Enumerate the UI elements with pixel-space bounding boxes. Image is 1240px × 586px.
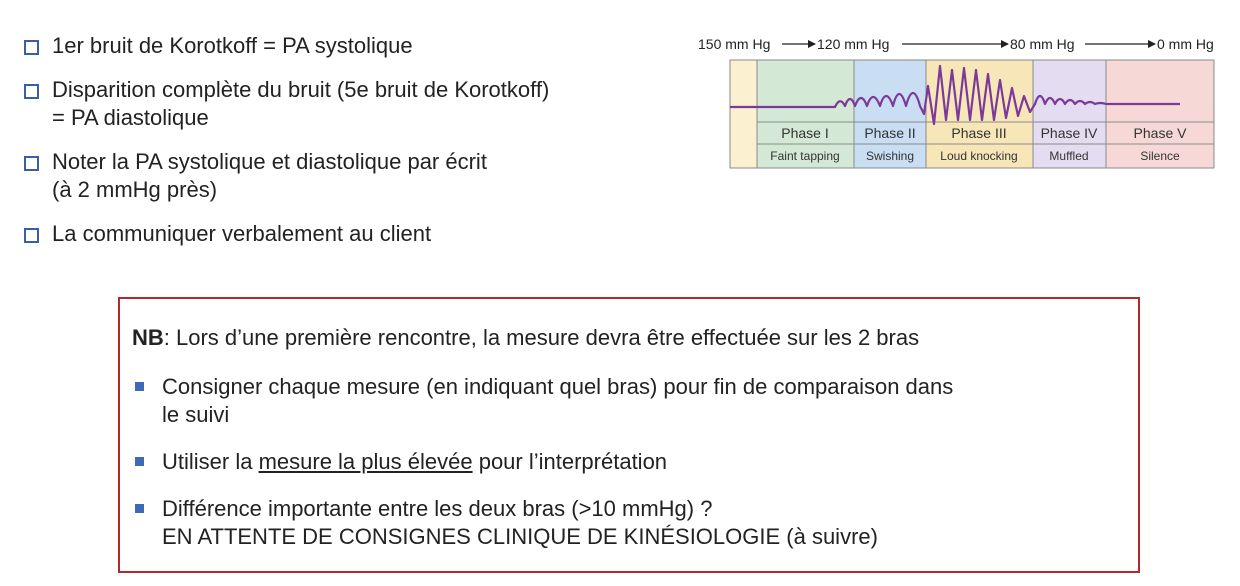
nb-item-underlined-text: mesure la plus élevée [258,449,473,474]
sound-label: Silence [1140,149,1180,163]
square-bullet-icon [135,382,144,391]
nb-list-item [132,448,1122,476]
nb-intro [132,324,919,352]
checklist-item-text: 1er bruit de Korotkoff = PA systolique [52,33,413,58]
square-bullet-icon [135,457,144,466]
checklist-item-text: La communiquer verbalement au client [52,221,432,246]
korotkoff-phases-diagram [695,30,1235,170]
nb-item-text [162,448,1122,476]
checklist-item-text: = PA diastolique [52,105,209,130]
checklist-item [22,148,672,204]
checklist-item-text: Disparition complète du bruit (5e bruit de Korotkoff) [52,77,550,102]
pressure-label-150: 150 mm Hg [698,36,771,52]
pressure-label-80: 80 mm Hg [1010,36,1075,52]
checklist-item [22,76,672,132]
phase-label: Phase III [951,125,1007,141]
diagram-first-column [730,60,757,168]
checklist-item [22,220,672,248]
sound-label: Loud knocking [940,149,1018,163]
checkbox-icon [24,156,39,171]
checkbox-icon [24,228,39,243]
checklist-item-text: (à 2 mmHg près) [52,177,218,202]
nb-item-text: Consigner chaque mesure (en indiquant quel bras) pour fin de comparaison dans [162,374,954,399]
phase-label: Phase II [864,125,916,141]
nb-item-text: le suivi [162,402,230,427]
sound-label: Swishing [865,149,915,163]
nb-list-item [132,373,1122,429]
nb-note-box [118,297,1140,573]
phase-label: Phase V [1133,125,1187,141]
nb-list-item [132,495,1122,551]
sound-label: Muffled [1049,149,1089,163]
checkbox-icon [24,40,39,55]
nb-intro-text: : Lors d’une première rencontre, la mesure devra être effectuée sur les 2 bras [163,325,920,350]
square-bullet-icon [135,504,144,513]
checklist [22,32,672,264]
checkbox-icon [24,84,39,99]
phase-label: Phase IV [1040,125,1098,141]
pressure-label-0: 0 mm Hg [1157,36,1214,52]
nb-item-text: Différence importante entre les deux bras (>10 mmHg) ? [162,496,713,521]
phase-label: Phase I [781,125,829,141]
sound-label: Faint tapping [770,149,840,163]
nb-item-text: EN ATTENTE DE CONSIGNES CLINIQUE DE KINÉSIOLOGIE (à suivre) [162,524,878,549]
nb-label: NB [132,325,164,350]
checklist-item [22,32,672,60]
nb-item-text-before: Utiliser la [162,449,259,474]
pressure-label-120: 120 mm Hg [817,36,890,52]
nb-item-text-after: pour l’interprétation [472,449,668,474]
nb-list [132,373,1122,570]
checklist-item-text: Noter la PA systolique et diastolique par écrit [52,149,487,174]
